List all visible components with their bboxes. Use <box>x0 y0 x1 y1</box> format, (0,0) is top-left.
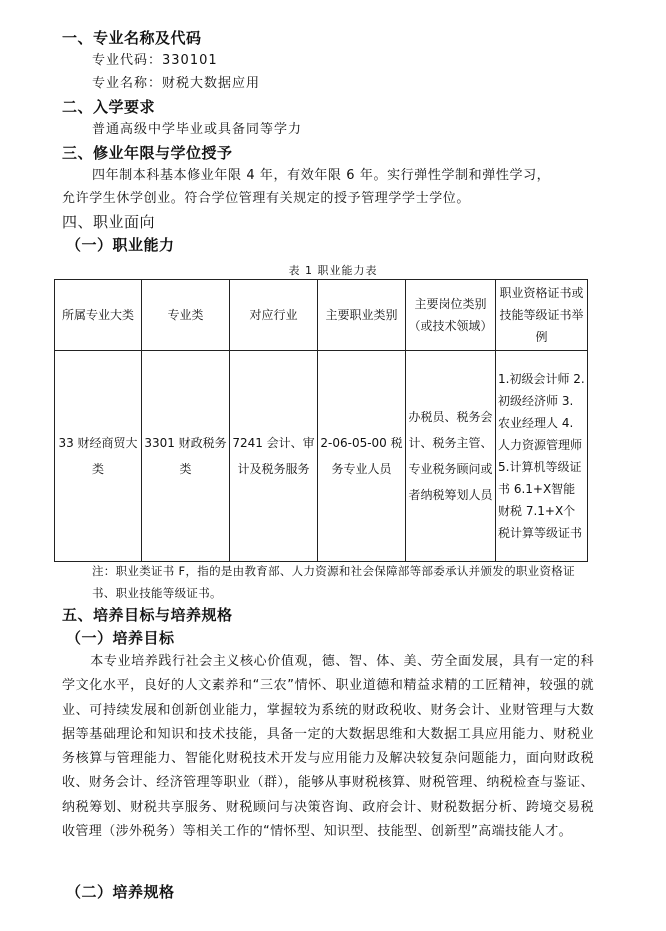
table-caption: 表 1 职业能力表 <box>288 264 378 277</box>
header-major-category: 所属专业大类 <box>55 280 142 351</box>
subsection-training-specification: （二）培养规格 <box>66 883 175 901</box>
major-code: 专业代码：330101 <box>92 53 218 68</box>
section-heading-3: 三、修业年限与学位授予 <box>62 144 233 162</box>
cell-major-category: 33 财经商贸大类 <box>55 351 142 562</box>
header-major-class: 专业类 <box>142 280 230 351</box>
table-note: 注：职业类证书 F，指的是由教育部、人力资源和社会保障部等部委承认并颁发的职业资格证书、职业技能等级证书。 <box>92 564 575 600</box>
duration-text-line-1: 四年制本科基本修业年限 4 年，有效年限 6 年。实行弹性学制和弹性学习， <box>92 168 551 183</box>
header-certificates: 职业资格证书或技能等级证书举例 <box>496 280 588 351</box>
cell-industry: 7241 会计、审计及税务服务 <box>230 351 318 562</box>
major-name: 专业名称：财税大数据应用 <box>92 76 261 91</box>
section-heading-5: 五、培养目标与培养规格 <box>62 606 233 624</box>
table-row <box>55 351 588 562</box>
header-industry: 对应行业 <box>230 280 318 351</box>
occupational-ability-table <box>54 279 588 562</box>
cell-major-class: 3301 财政税务类 <box>142 351 230 562</box>
subsection-occupational-ability: （一）职业能力 <box>66 236 175 254</box>
section-heading-2: 二、入学要求 <box>62 98 156 116</box>
training-objective-paragraph <box>62 650 594 844</box>
objective-text: 本专业培养践行社会主义核心价值观，德、智、体、美、劳全面发展，具有一定的科学文化水平，良好的人文素养和“三农”情怀、职业道德和精益求精的工匠精神，较强的就业、可持续发展和创新创业能力，掌握较为系统的财政税收、财务会计、业财管理与大数据等基础理论和知识和技术技能，具备一定的大数据思维和大数据工具应用能力、财税业务核算与管理能力、智能化财税技术开发与应用能力及解决较复杂问题能力，面向财政税收、财务会计、经济管理等职业（群），能够从事财税核算、财税管理、纳税检查与鉴证、纳税筹划、财税共享服务、财税顾问与决策咨询、政府会计、财税数据分析、跨境交易税收管理（涉外税务）等相关工作的“情怀型、知识型、技能型、创新型”高端技能人才。 <box>62 654 594 840</box>
cell-certificates: 1.初级会计师 2.初级经济师 3.农业经理人 4.人力资源管理师 5.计算机等级证书 6.1+X智能财税 7.1+X个税计算等级证书 <box>496 351 588 562</box>
header-position-category: 主要岗位类别（或技术领域） <box>406 280 496 351</box>
section-heading-4: 四、职业面向 <box>62 213 156 231</box>
section-heading-1: 一、专业名称及代码 <box>62 29 202 47</box>
admission-requirement: 普通高级中学毕业或具备同等学力 <box>92 122 303 137</box>
duration-text-line-2: 允许学生休学创业。符合学位管理有关规定的授予管理学学士学位。 <box>62 191 471 206</box>
subsection-training-objective: （一）培养目标 <box>66 629 175 647</box>
table-header-row <box>55 280 588 351</box>
header-occupation-category: 主要职业类别 <box>318 280 406 351</box>
cell-occupation-category: 2-06-05-00 税务专业人员 <box>318 351 406 562</box>
cell-position-category: 办税员、税务会计、税务主管、专业税务顾问或者纳税筹划人员 <box>406 351 496 562</box>
